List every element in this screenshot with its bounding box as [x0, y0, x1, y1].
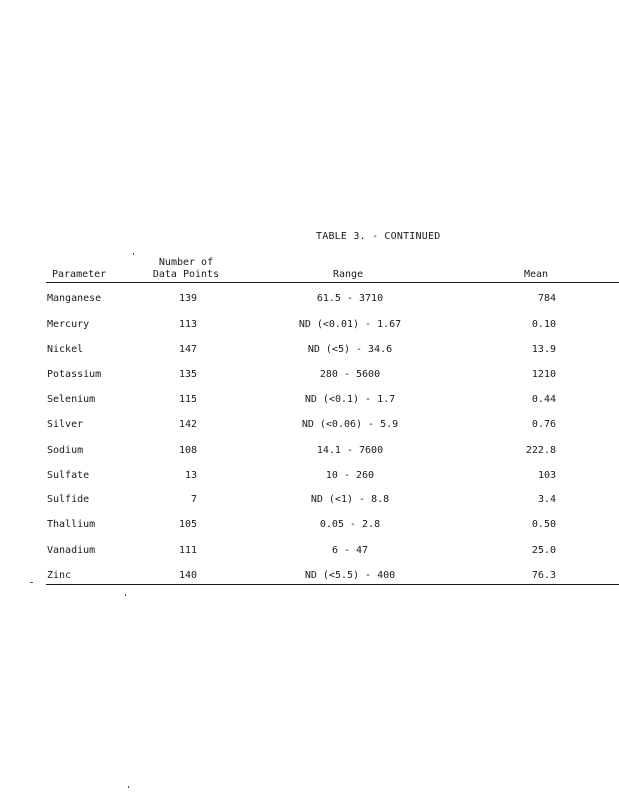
scan-speck: [30, 582, 33, 583]
cell-range: 280 - 5600: [319, 369, 381, 380]
header-number-line-1: Number of: [158, 257, 214, 268]
table-row: [0, 445, 619, 459]
scan-speck: [128, 786, 129, 788]
cell-number-of-data-points: 113: [178, 319, 197, 330]
header-parameter: Parameter: [52, 269, 107, 280]
cell-parameter: Sulfide: [47, 494, 90, 505]
cell-number-of-data-points: 139: [178, 293, 197, 304]
cell-range: ND (<0.01) - 1.67: [298, 319, 402, 330]
cell-number-of-data-points: 105: [178, 519, 197, 530]
table-row: [0, 470, 619, 484]
scan-speck: [125, 594, 126, 596]
cell-range: 14.1 - 7600: [316, 445, 384, 456]
cell-number-of-data-points: 115: [178, 394, 197, 405]
table-row: [0, 494, 619, 508]
cell-parameter: Nickel: [47, 344, 84, 355]
table-row: [0, 519, 619, 533]
cell-number-of-data-points: 142: [178, 419, 197, 430]
cell-mean: 0.76: [531, 419, 556, 430]
table-row: [0, 369, 619, 383]
cell-number-of-data-points: 108: [178, 445, 197, 456]
cell-range: ND (<5) - 34.6: [307, 344, 393, 355]
cell-mean: 76.3: [531, 570, 556, 581]
cell-range: 0.05 - 2.8: [319, 519, 381, 530]
cell-range: 10 - 260: [325, 470, 375, 481]
cell-mean: 25.0: [531, 545, 556, 556]
cell-mean: 1210: [531, 369, 556, 380]
cell-number-of-data-points: 147: [178, 344, 197, 355]
cell-number-of-data-points: 140: [178, 570, 197, 581]
cell-range: ND (<1) - 8.8: [310, 494, 390, 505]
cell-mean: 0.10: [531, 319, 556, 330]
cell-number-of-data-points: 111: [178, 545, 197, 556]
table-row: [0, 344, 619, 358]
cell-mean: 784: [537, 293, 556, 304]
table-row: [0, 394, 619, 408]
table-row: [0, 545, 619, 559]
cell-range: ND (<5.5) - 400: [304, 570, 396, 581]
cell-mean: 222.8: [525, 445, 556, 456]
cell-parameter: Potassium: [47, 369, 102, 380]
table-row: [0, 293, 619, 307]
cell-parameter: Sodium: [47, 445, 84, 456]
header-number-of-data-points: [150, 257, 222, 281]
cell-range: 61.5 - 3710: [316, 293, 384, 304]
cell-number-of-data-points: 135: [178, 369, 197, 380]
cell-number-of-data-points: 13: [184, 470, 197, 481]
header-rule: [46, 282, 619, 283]
cell-mean: 0.50: [531, 519, 556, 530]
header-range: Range: [333, 269, 364, 280]
cell-parameter: Vanadium: [47, 545, 96, 556]
table-row: [0, 319, 619, 333]
cell-parameter: Sulfate: [47, 470, 90, 481]
cell-parameter: Mercury: [47, 319, 90, 330]
table-title: TABLE 3. - CONTINUED: [316, 231, 441, 242]
cell-parameter: Selenium: [47, 394, 96, 405]
cell-parameter: Zinc: [47, 570, 72, 581]
cell-range: 6 - 47: [331, 545, 369, 556]
cell-parameter: Manganese: [47, 293, 102, 304]
header-number-line-2: Data Points: [152, 269, 220, 280]
cell-mean: 3.4: [537, 494, 556, 505]
cell-range: ND (<0.06) - 5.9: [301, 419, 399, 430]
cell-range: ND (<0.1) - 1.7: [304, 394, 396, 405]
cell-parameter: Thallium: [47, 519, 96, 530]
cell-mean: 0.44: [531, 394, 556, 405]
scan-speck: [133, 253, 134, 255]
table-row: [0, 570, 619, 584]
bottom-rule: [46, 584, 619, 585]
cell-number-of-data-points: 7: [190, 494, 197, 505]
table-row: [0, 419, 619, 433]
cell-mean: 103: [537, 470, 556, 481]
cell-parameter: Silver: [47, 419, 84, 430]
cell-mean: 13.9: [531, 344, 556, 355]
header-mean: Mean: [524, 269, 549, 280]
